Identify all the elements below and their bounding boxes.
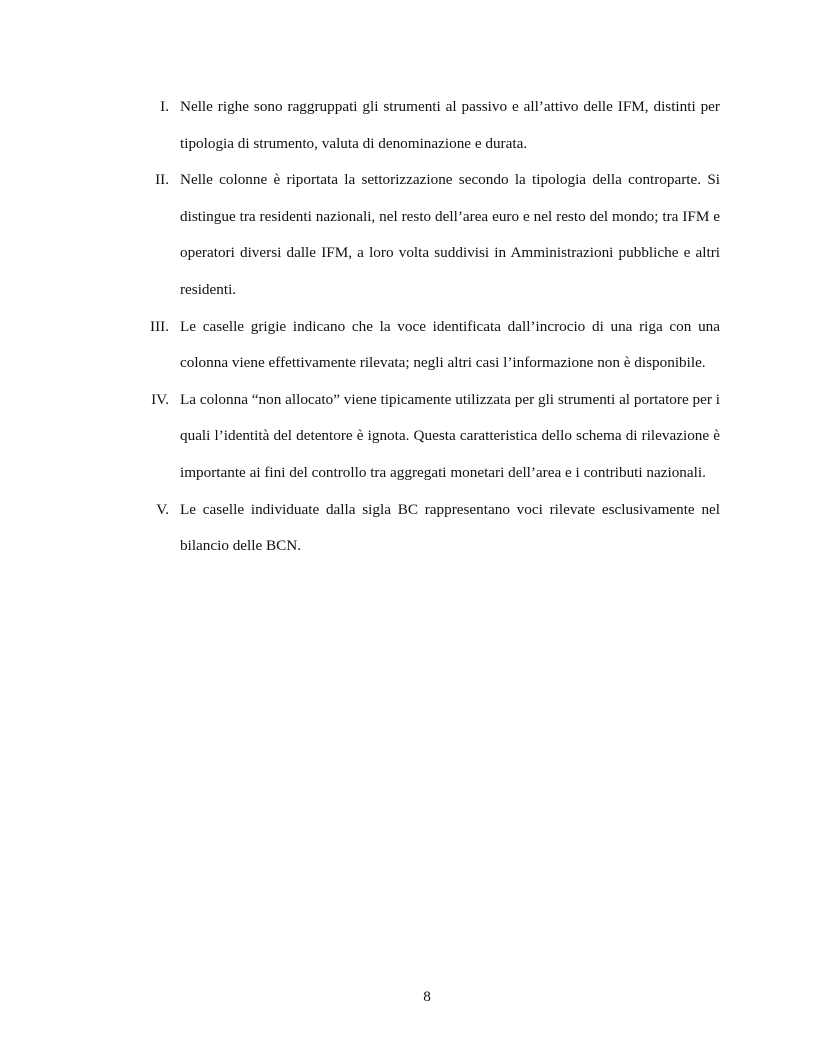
list-item — [130, 162, 720, 308]
list-item-text: La colonna “non allocato” viene tipicamente utilizzata per gli strumenti al portatore per i quali l’identità del detentore è ignota. Questa caratteristica dello schema di rilevazione è importante ai fini del controllo tra aggregati monetari dell’area e i contributi nazionali. — [180, 390, 720, 481]
list-item — [130, 492, 720, 565]
list-item-numeral: V. — [156, 500, 169, 518]
list-item — [130, 309, 720, 382]
list-item — [130, 382, 720, 492]
list-item-numeral: I. — [160, 98, 169, 115]
list-item-text: Le caselle grigie indicano che la voce identificata dall’incrocio di una riga con una colonna viene effettivamente rilevata; negli altri casi l’informazione non è disponibile. — [180, 317, 720, 372]
list-item-numeral: II. — [155, 171, 169, 189]
numbered-list — [130, 89, 720, 565]
list-item-numeral: III. — [150, 317, 169, 335]
list-item-text: Nelle righe sono raggruppati gli strumenti al passivo e all’attivo delle IFM, distinti per tipologia di strumento, valuta di denominazione e durata. — [180, 98, 720, 152]
page-number: 8 — [423, 988, 431, 1005]
list-item-text: Nelle colonne è riportata la settorizzazione secondo la tipologia della controparte. Si distingue tra residenti nazionali, nel resto dell’area euro e nel resto del mondo; tra IFM e operatori diversi dalle IFM, a loro volta suddivisi in Amministrazioni pubbliche e altri residenti. — [180, 171, 720, 298]
list-item-numeral: IV. — [151, 390, 169, 408]
list-item — [130, 89, 720, 162]
list-item-text: Le caselle individuate dalla sigla BC rappresentano voci rilevate esclusivamente nel bilancio delle BCN. — [180, 500, 720, 555]
